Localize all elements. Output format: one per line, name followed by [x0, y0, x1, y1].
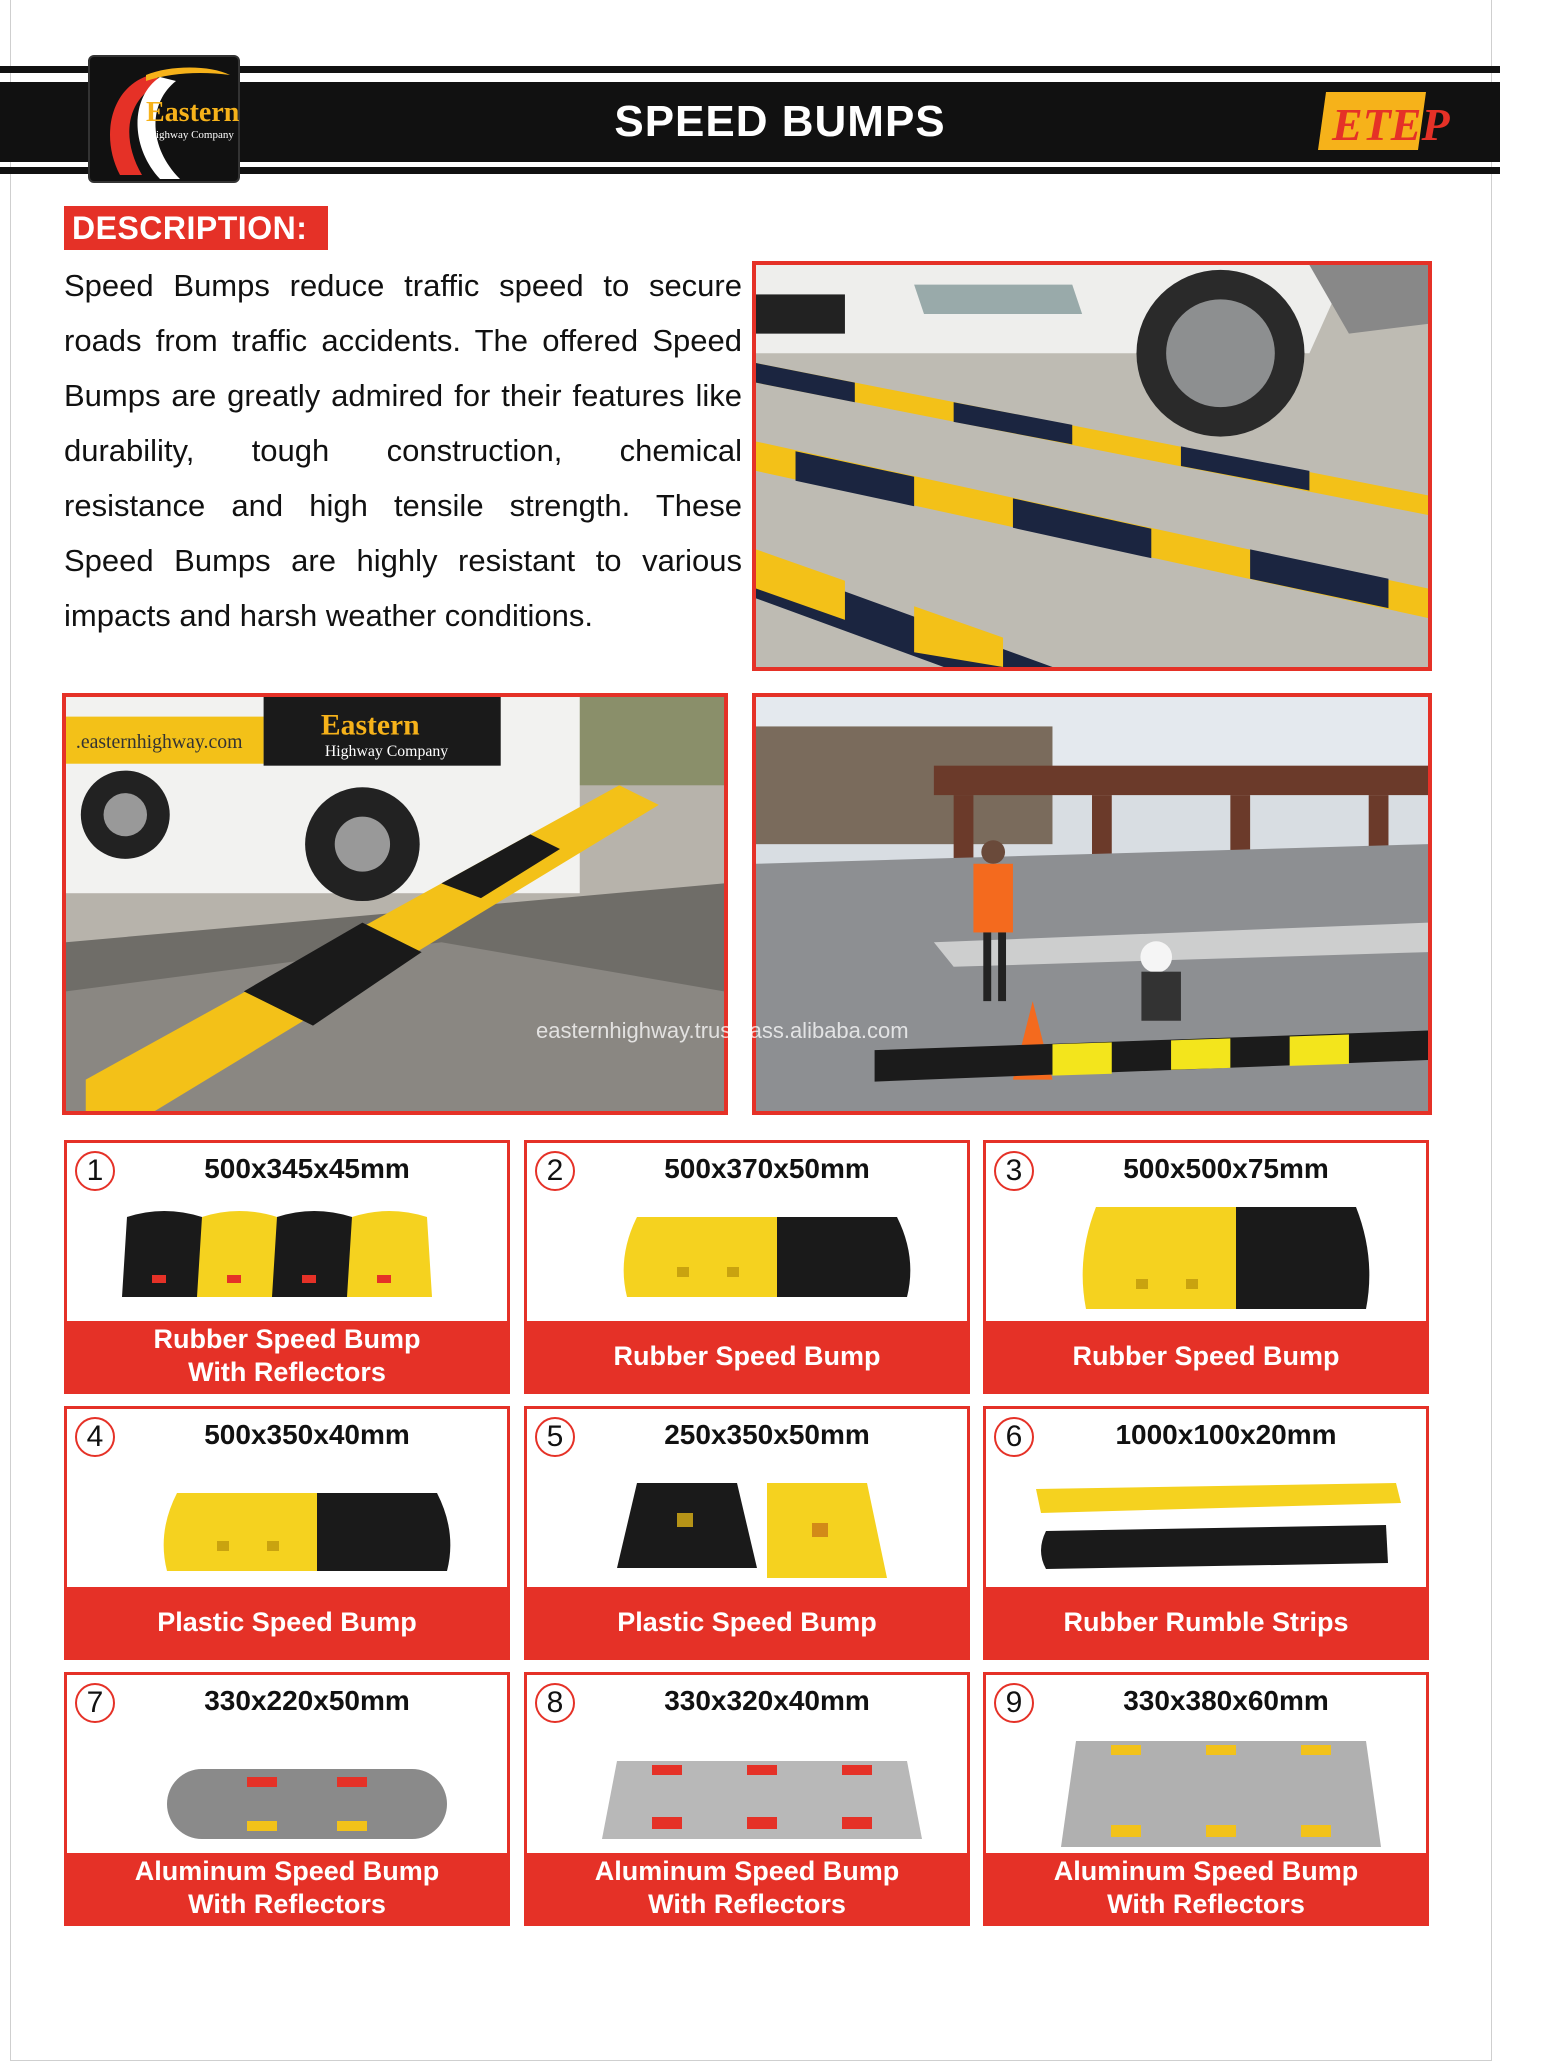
speed-bump-illustration — [107, 1463, 487, 1587]
product-number: 4 — [75, 1417, 115, 1457]
product-size: 330x320x40mm — [664, 1685, 870, 1716]
product-image — [1026, 1197, 1406, 1321]
product-label — [986, 1587, 1426, 1657]
product-size: 250x350x50mm — [664, 1419, 870, 1450]
eastern-logo — [88, 55, 240, 183]
product-number: 9 — [994, 1683, 1034, 1723]
description-heading: DESCRIPTION: — [64, 206, 328, 250]
product-label-line1: Plastic Speed Bump — [157, 1606, 417, 1637]
photo-car-speed-bumps — [752, 261, 1432, 671]
product-size: 500x500x75mm — [1123, 1153, 1329, 1184]
speed-bump-illustration — [107, 1729, 487, 1853]
product-label — [67, 1853, 507, 1923]
logo-subtitle: Highway Company — [148, 129, 234, 141]
etep-logo — [1318, 88, 1450, 154]
product-size: 500x370x50mm — [664, 1153, 870, 1184]
product-label-line1: Aluminum Speed Bump — [1053, 1856, 1359, 1886]
product-card — [983, 1672, 1429, 1926]
product-number: 1 — [75, 1151, 115, 1191]
speed-bump-illustration — [1026, 1729, 1406, 1853]
speed-bump-illustration — [567, 1463, 947, 1587]
product-size: 1000x100x20mm — [1115, 1419, 1337, 1450]
product-number: 8 — [535, 1683, 575, 1723]
etep-logo-text: ETEP — [1332, 99, 1450, 150]
description-text: Speed Bumps reduce traffic speed to secure roads from traffic accidents. The offered Speed Bumps are greatly admired for their features like durability, tough construction, chemical resistance and high tensile strength. These Speed Bumps are highly resistant to various impacts and harsh weather conditions. — [64, 268, 742, 633]
product-image — [567, 1463, 947, 1587]
product-label-line2: With Reflectors — [648, 1889, 846, 1919]
product-image — [107, 1463, 487, 1587]
logo-brand: Eastern — [146, 97, 240, 128]
product-card — [524, 1140, 970, 1394]
product-number: 6 — [994, 1417, 1034, 1457]
product-label — [527, 1321, 967, 1391]
product-card — [64, 1140, 510, 1394]
product-image — [567, 1729, 947, 1853]
product-number: 3 — [994, 1151, 1034, 1191]
product-image — [107, 1197, 487, 1321]
speed-bump-illustration — [1026, 1197, 1406, 1321]
van-brand-text: Eastern — [320, 709, 420, 742]
product-label — [986, 1853, 1426, 1923]
product-image — [1026, 1463, 1406, 1587]
photo-van-speed-bump — [62, 693, 728, 1115]
product-card — [983, 1406, 1429, 1660]
speed-bump-illustration — [567, 1197, 947, 1321]
page-title: SPEED BUMPS — [614, 97, 946, 146]
speed-bump-illustration — [1026, 1463, 1406, 1587]
speed-bump-illustration — [107, 1197, 487, 1321]
product-size: 500x350x40mm — [204, 1419, 410, 1450]
product-label — [527, 1587, 967, 1657]
van-website-text: .easternhighway.com — [75, 731, 243, 753]
product-label-line1: Rubber Speed Bump — [613, 1340, 881, 1371]
product-label-line1: Plastic Speed Bump — [617, 1606, 877, 1637]
speed-bump-illustration — [567, 1729, 947, 1853]
product-size: 500x345x45mm — [204, 1153, 410, 1184]
product-image — [1026, 1729, 1406, 1853]
product-label-line1: Rubber Speed Bump — [1072, 1340, 1340, 1371]
van-brand-subtitle: Highway Company — [324, 742, 449, 760]
product-size: 330x380x60mm — [1123, 1685, 1329, 1716]
product-image — [567, 1197, 947, 1321]
product-label-line1: Aluminum Speed Bump — [134, 1856, 440, 1886]
product-label-line2: With Reflectors — [1107, 1889, 1305, 1919]
product-size: 330x220x50mm — [204, 1685, 410, 1716]
product-image — [107, 1729, 487, 1853]
product-number: 2 — [535, 1151, 575, 1191]
product-label-line1: Rubber Speed Bump — [153, 1324, 421, 1354]
product-label-line1: Aluminum Speed Bump — [594, 1856, 900, 1886]
product-label — [527, 1853, 967, 1923]
product-label-line2: With Reflectors — [188, 1357, 386, 1387]
product-label-line2: With Reflectors — [188, 1889, 386, 1919]
product-label — [986, 1321, 1426, 1391]
product-number: 5 — [535, 1417, 575, 1457]
product-card — [524, 1672, 970, 1926]
watermark-text: easternhighway.trustpass.alibaba.com — [536, 1018, 909, 1043]
product-card — [983, 1140, 1429, 1394]
product-card — [64, 1672, 510, 1926]
product-label — [67, 1321, 507, 1391]
product-label — [67, 1587, 507, 1657]
product-card — [524, 1406, 970, 1660]
product-number: 7 — [75, 1683, 115, 1723]
product-label-line1: Rubber Rumble Strips — [1063, 1606, 1349, 1637]
photo-workers-installing — [752, 693, 1432, 1115]
product-card — [64, 1406, 510, 1660]
